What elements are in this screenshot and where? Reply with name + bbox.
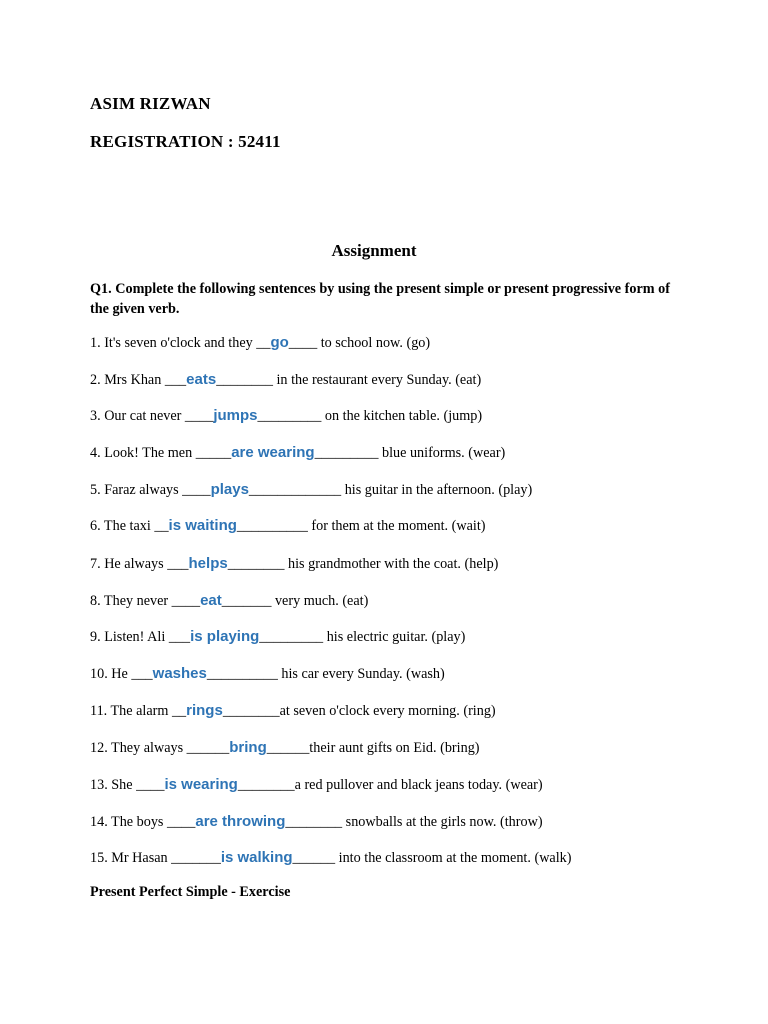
item-answer: helps	[188, 555, 228, 572]
item-text-after: _______ very much. (eat)	[221, 593, 369, 609]
exercise-item-6	[90, 516, 486, 536]
item-text-before: 10. He ___	[90, 666, 153, 682]
item-text-after: ________ his grandmother with the coat. (help)	[227, 556, 499, 572]
item-answer: plays	[210, 481, 249, 498]
exercise-item-3	[90, 406, 482, 426]
item-text-before: 4. Look! The men _____	[90, 445, 232, 461]
assignment-title: Assignment	[331, 241, 417, 260]
item-answer: bring	[229, 739, 267, 756]
item-text-before: 13. She ____	[90, 777, 165, 793]
exercise-item-1	[90, 333, 430, 353]
exercise-item-12	[90, 738, 480, 758]
item-text-before: 1. It's seven o'clock and they __	[90, 335, 271, 351]
item-text-after: ________ snowballs at the girls now. (throw)	[285, 814, 543, 830]
item-text-after: ________ in the restaurant every Sunday. (eat)	[216, 372, 482, 388]
item-answer: go	[270, 334, 289, 351]
item-text-after: ________at seven o'clock every morning. (ring)	[222, 703, 496, 719]
item-text-after: ______their aunt gifts on Eid. (bring)	[266, 740, 480, 756]
item-answer: rings	[186, 702, 223, 719]
item-answer: eat	[200, 592, 222, 609]
item-text-before: 11. The alarm __	[90, 703, 187, 719]
exercise-item-11	[90, 701, 496, 721]
item-text-before: 12. They always ______	[90, 740, 230, 756]
section-heading: Present Perfect Simple - Exercise	[90, 884, 291, 900]
item-answer: is playing	[190, 628, 260, 645]
exercise-item-15	[90, 848, 572, 868]
item-text-after: _________ his electric guitar. (play)	[259, 629, 466, 645]
item-answer: eats	[186, 371, 217, 388]
item-answer: is waiting	[168, 517, 237, 534]
item-text-after: _____________ his guitar in the afternoon. (play)	[248, 482, 533, 498]
item-text-after: ________a red pullover and black jeans today. (wear)	[237, 777, 543, 793]
item-text-before: 5. Faraz always ____	[90, 482, 211, 498]
question-prompt: Q1. Complete the following sentences by using the present simple or present progressive form of the given verb.	[90, 281, 670, 317]
item-text-before: 9. Listen! Ali ___	[90, 629, 191, 645]
exercise-item-13	[90, 775, 543, 795]
item-text-after: __________ his car every Sunday. (wash)	[206, 666, 445, 682]
item-answer: washes	[152, 665, 207, 682]
item-text-before: 3. Our cat never ____	[90, 408, 214, 424]
exercise-item-14	[90, 812, 543, 832]
item-answer: jumps	[213, 407, 258, 424]
exercise-item-4	[90, 443, 505, 463]
exercise-item-5	[90, 480, 532, 500]
item-text-before: 2. Mrs Khan ___	[90, 372, 187, 388]
item-text-before: 6. The taxi __	[90, 518, 169, 534]
exercise-item-9	[90, 627, 465, 647]
student-name: ASIM RIZWAN	[90, 94, 211, 113]
exercise-item-8	[90, 591, 368, 611]
item-text-before: 15. Mr Hasan _______	[90, 850, 221, 866]
registration-number: REGISTRATION : 52411	[90, 132, 281, 151]
exercise-item-10	[90, 664, 445, 684]
item-text-before: 7. He always ___	[90, 556, 189, 572]
item-text-before: 8. They never ____	[90, 593, 201, 609]
item-text-after: __________ for them at the moment. (wait)	[236, 518, 486, 534]
item-answer: is wearing	[164, 776, 238, 793]
item-answer: are throwing	[195, 813, 286, 830]
item-text-before: 14. The boys ____	[90, 814, 196, 830]
item-text-after: _________ blue uniforms. (wear)	[314, 445, 506, 461]
item-text-after: _________ on the kitchen table. (jump)	[257, 408, 483, 424]
item-text-after: ____ to school now. (go)	[288, 335, 431, 351]
exercise-item-7	[90, 554, 498, 574]
item-answer: is walking	[220, 849, 293, 866]
item-answer: are wearing	[231, 444, 315, 461]
item-text-after: ______ into the classroom at the moment. (walk)	[292, 850, 572, 866]
exercise-item-2	[90, 370, 481, 390]
